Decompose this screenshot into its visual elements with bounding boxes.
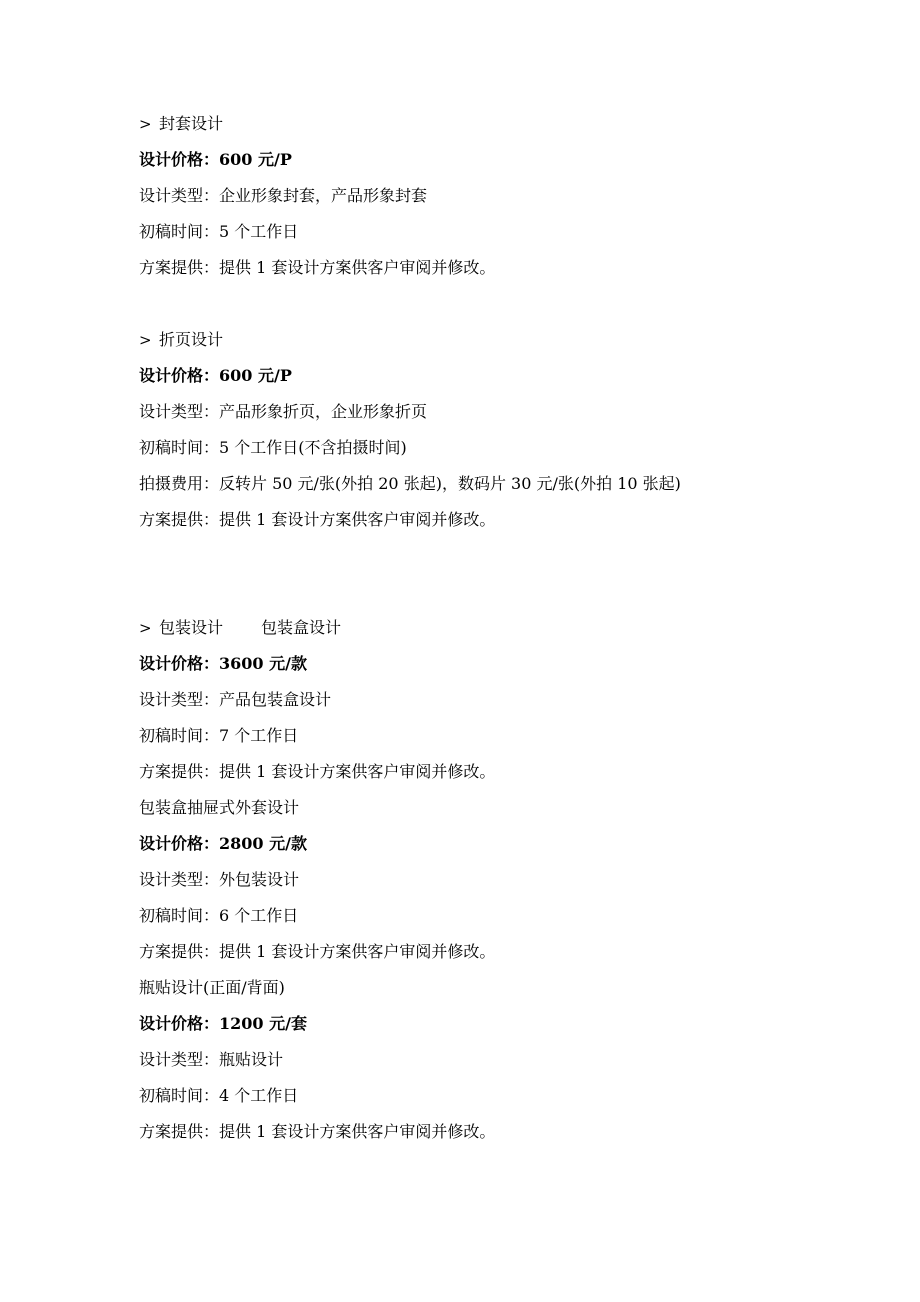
subsection-title-drawer-sleeve: 包装盒抽屉式外套设计 — [139, 798, 300, 817]
price-line: 设计价格：2800 元/款 — [139, 834, 307, 853]
proposal-line: 方案提供：提供 1 套设计方案供客户审阅并修改。 — [139, 1122, 496, 1141]
draft-time-line: 初稿时间：5 个工作日 — [139, 222, 299, 241]
subsection-title-bottle-label: 瓶贴设计(正面/背面) — [139, 978, 285, 997]
chevron-right-icon: > — [139, 619, 152, 637]
type-line: 设计类型：外包装设计 — [139, 870, 300, 889]
chevron-right-icon: > — [139, 115, 152, 133]
type-line: 设计类型：产品形象折页，企业形象折页 — [139, 402, 428, 421]
chevron-right-icon: > — [139, 331, 152, 349]
price-line: 设计价格：3600 元/款 — [139, 654, 307, 673]
proposal-line: 方案提供：提供 1 套设计方案供客户审阅并修改。 — [139, 510, 496, 529]
heading-text: 折页设计 — [159, 330, 224, 349]
type-line: 设计类型：瓶贴设计 — [139, 1050, 284, 1069]
section-heading-fold — [139, 330, 223, 350]
draft-time-line: 初稿时间：6 个工作日 — [139, 906, 299, 925]
heading-text: 包装设计 — [159, 618, 224, 637]
proposal-line: 方案提供：提供 1 套设计方案供客户审阅并修改。 — [139, 942, 496, 961]
proposal-line: 方案提供：提供 1 套设计方案供客户审阅并修改。 — [139, 258, 496, 277]
section-heading-packaging — [139, 618, 341, 638]
section-heading-cover — [139, 114, 223, 134]
draft-time-line: 初稿时间：5 个工作日(不含拍摄时间) — [139, 438, 407, 457]
proposal-line: 方案提供：提供 1 套设计方案供客户审阅并修改。 — [139, 762, 496, 781]
type-line: 设计类型：企业形象封套，产品形象封套 — [139, 186, 428, 205]
draft-time-line: 初稿时间：4 个工作日 — [139, 1086, 299, 1105]
heading-text: 封套设计 — [159, 114, 224, 133]
subheading-text: 包装盒设计 — [261, 618, 342, 637]
price-line: 设计价格：600 元/P — [139, 150, 292, 169]
shooting-fee-line: 拍摄费用：反转片 50 元/张(外拍 20 张起)，数码片 30 元/张(外拍 10 张起) — [139, 474, 681, 493]
type-line: 设计类型：产品包装盒设计 — [139, 690, 332, 709]
draft-time-line: 初稿时间：7 个工作日 — [139, 726, 299, 745]
price-line: 设计价格：1200 元/套 — [139, 1014, 307, 1033]
price-line: 设计价格：600 元/P — [139, 366, 292, 385]
